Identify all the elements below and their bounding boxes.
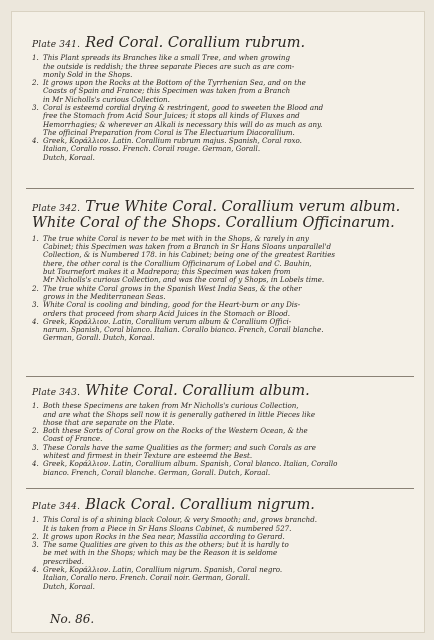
line-text: The officinal Preparation from Coral is The Electuarium Diacorallium. bbox=[43, 128, 295, 137]
line-text: This Plant spreads its Branches like a small Tree, and when growing bbox=[43, 54, 290, 63]
line-text: prescribed. bbox=[43, 557, 84, 566]
line-text: Dutch, Koraal. bbox=[43, 582, 95, 591]
text-line bbox=[32, 427, 408, 435]
plate-title: Black Coral. Corallium nigrum. bbox=[85, 497, 315, 513]
paragraph-number: 3. bbox=[32, 104, 39, 112]
paragraph-number: 1. bbox=[32, 54, 39, 63]
book-page bbox=[12, 12, 424, 632]
plate-title: True White Coral. Corallium verum album. bbox=[85, 199, 401, 215]
paragraph-number: 2. bbox=[32, 284, 39, 293]
plate-text bbox=[32, 54, 408, 162]
text-line bbox=[32, 583, 408, 591]
text-line bbox=[32, 310, 408, 318]
section-divider bbox=[26, 376, 414, 377]
line-text: those that are separate on the Plate. bbox=[43, 418, 175, 427]
line-text: narum. Spanish, Coral blanco. Italian. Corallo bianco. French, Corail blanche. bbox=[43, 326, 324, 335]
text-line bbox=[32, 104, 408, 112]
text-line bbox=[32, 558, 408, 566]
text-line bbox=[32, 63, 408, 71]
line-text: Coast of France. bbox=[43, 435, 103, 444]
text-line bbox=[32, 326, 408, 334]
plate-343-heading bbox=[32, 382, 408, 399]
section-divider bbox=[26, 488, 414, 489]
line-text: be met with in the Shops; which may be the Reason it is seldome bbox=[43, 549, 278, 558]
line-text: Greek, Κοράλλιον. Latin, Corallium nigrum. Spanish, Coral negro. bbox=[43, 566, 283, 574]
text-line bbox=[32, 318, 408, 326]
line-text: Cabinet; this Specimen was taken from a Branch in Sr Hans Sloans unparallel'd bbox=[43, 243, 332, 252]
line-text: orders that proceed from sharp Acid Juices in the Stomach or Blood. bbox=[43, 309, 291, 318]
text-line bbox=[32, 285, 408, 293]
text-line bbox=[32, 71, 408, 79]
text-line bbox=[32, 444, 408, 452]
text-line bbox=[32, 334, 408, 342]
paragraph-number: 3. bbox=[32, 443, 39, 452]
line-text: The same Qualities are given to this as the others; but it is hardly to bbox=[43, 541, 289, 550]
plate-title: White Coral. Corallium album. bbox=[85, 383, 310, 399]
text-line bbox=[32, 129, 408, 137]
text-line bbox=[32, 566, 408, 574]
paragraph-number: 1. bbox=[32, 516, 39, 525]
text-line bbox=[32, 541, 408, 549]
line-text: Dutch, Koraal. bbox=[43, 153, 95, 162]
text-line bbox=[32, 137, 408, 145]
line-text: but Tournefort makes it a Madrepora; this Specimen was taken from bbox=[43, 268, 291, 277]
line-text: It grows upon the Rocks at the Bottom of the Tyrrhenian Sea, and on the bbox=[43, 79, 306, 88]
text-line bbox=[32, 251, 408, 259]
plate-text bbox=[32, 516, 408, 591]
line-text: in Mr Nicholls's curious Collection. bbox=[43, 95, 170, 104]
paragraph-number: 1. bbox=[32, 234, 39, 243]
plate-341-heading bbox=[32, 34, 408, 51]
text-line bbox=[32, 293, 408, 301]
text-line bbox=[32, 96, 408, 104]
text-line bbox=[32, 268, 408, 276]
line-text: bianco. French, Corail blanche. German, Gorall. Dutch, Koraal. bbox=[43, 468, 271, 477]
paragraph-number: 2. bbox=[32, 79, 39, 88]
plate-text bbox=[32, 235, 408, 343]
line-text: Both these Sorts of Coral grow on the Rocks of the Western Ocean, & the bbox=[43, 427, 308, 436]
plate-344-heading bbox=[32, 496, 408, 513]
text-line bbox=[32, 411, 408, 419]
line-text: Both these Specimens are taken from Mr Nicholls's curious Collection, bbox=[43, 402, 299, 411]
line-text: It is taken from a Piece in Sr Hans Sloans Cabinet, & numbered 527. bbox=[43, 524, 292, 533]
plate-343-section bbox=[32, 382, 408, 477]
line-text: Italian, Corallo nero. French. Corail noir. German, Gorall. bbox=[43, 574, 251, 583]
text-line bbox=[32, 419, 408, 427]
plate-number: Plate 343. bbox=[32, 388, 81, 398]
line-text: Greek, Κοράλλιον. Latin, Corallium album. Spanish, Coral blanco. Italian, Corallo bbox=[43, 460, 338, 469]
line-text: whitest and firmest in their Texture are esteemd the Best. bbox=[43, 452, 253, 460]
text-line bbox=[32, 79, 408, 87]
text-line bbox=[32, 469, 408, 477]
plate-title: Red Coral. Corallium rubrum. bbox=[85, 35, 306, 51]
line-text: grows in the Mediterranean Seas. bbox=[43, 292, 166, 301]
text-line bbox=[32, 549, 408, 557]
text-line bbox=[32, 243, 408, 251]
plate-342-heading bbox=[32, 198, 408, 215]
paragraph-number: 4. bbox=[32, 566, 39, 574]
line-text: White Coral is cooling and binding, good for the Heart-burn or any Dis- bbox=[43, 301, 301, 310]
plate-341-section bbox=[32, 34, 408, 162]
text-line bbox=[32, 112, 408, 120]
text-line bbox=[32, 154, 408, 162]
text-line bbox=[32, 574, 408, 582]
text-line bbox=[32, 533, 408, 541]
line-text: Italian, Corallo rosso. French. Corail rouge. German, Gorall. bbox=[43, 145, 261, 154]
line-text: Greek, Κοράλλιον. Latin. Corallium rubrum majus. Spanish, Coral roxo. bbox=[43, 137, 302, 146]
paragraph-number: 2. bbox=[32, 532, 39, 541]
line-text: Coasts of Spain and France; this Specimen was taken from a Branch bbox=[43, 87, 291, 96]
paragraph-number: 1. bbox=[32, 402, 39, 411]
paragraph-number: 4. bbox=[32, 137, 39, 146]
text-line bbox=[32, 87, 408, 95]
paragraph-number: 4. bbox=[32, 317, 39, 326]
line-text: Collection, & is Numbered 178. in his Cabinet; being one of the greatest Rarities bbox=[43, 251, 336, 260]
text-line bbox=[32, 54, 408, 62]
plate-number: Plate 341. bbox=[32, 40, 81, 50]
line-text: The true white Coral is never to be met with in the Shops, & rarely in any bbox=[43, 234, 309, 243]
plate-number: Plate 344. bbox=[32, 502, 81, 512]
paragraph-number: 2. bbox=[32, 427, 39, 436]
page-number: No. 86. bbox=[50, 612, 95, 626]
text-line bbox=[32, 260, 408, 268]
line-text: Hemorrhagies; & wherever an Alkali is necessary this will do as much as any. bbox=[43, 120, 323, 129]
text-line bbox=[32, 452, 408, 460]
line-text: It grows upon Rocks in the Sea near, Massilia according to Gerard. bbox=[43, 532, 285, 541]
text-line bbox=[32, 435, 408, 443]
paragraph-number: 4. bbox=[32, 460, 39, 469]
text-line bbox=[32, 402, 408, 410]
plate-text bbox=[32, 402, 408, 477]
text-line bbox=[32, 516, 408, 524]
text-line bbox=[32, 460, 408, 468]
line-text: These Corals have the same Qualities as the former; and such Corals as are bbox=[43, 443, 316, 452]
line-text: free the Stomach from Acid Sour Juices; it stops all kinds of Fluxes and bbox=[43, 112, 300, 121]
line-text: The true white Coral grows in the Spanish West India Seas, & the other bbox=[43, 284, 302, 293]
text-line bbox=[32, 145, 408, 153]
text-line bbox=[32, 121, 408, 129]
line-text: monly Sold in the Shops. bbox=[43, 70, 133, 79]
text-line bbox=[32, 276, 408, 284]
plate-title-line2: White Coral of the Shops. Corallium Officinarum. bbox=[32, 215, 395, 232]
section-divider bbox=[26, 188, 414, 189]
text-line bbox=[32, 235, 408, 243]
line-text: the outside is reddish; the three separate Pieces are such as are com- bbox=[43, 62, 295, 71]
paragraph-number: 3. bbox=[32, 541, 39, 550]
line-text: and are what the Shops sell now it is generally gathered in little Pieces like bbox=[43, 410, 316, 419]
text-line bbox=[32, 301, 408, 309]
plate-number: Plate 342. bbox=[32, 204, 81, 214]
paragraph-number: 3. bbox=[32, 301, 39, 310]
line-text: German, Gorall. Dutch, Koraal. bbox=[43, 334, 155, 343]
plate-344-section bbox=[32, 496, 408, 591]
line-text: Coral is esteemd cordial drying & restringent, good to sweeten the Blood and bbox=[43, 104, 324, 112]
line-text: Greek, Κοράλλιον. Latin, Corallium verum album & Corallium Offici- bbox=[43, 317, 292, 326]
line-text: This Coral is of a shining black Colour, & very Smooth; and, grows branchd. bbox=[43, 516, 317, 525]
line-text: Mr Nicholls's curious Collection, and was the coral of y Shops, in Lobels time. bbox=[43, 276, 325, 285]
plate-342-section bbox=[32, 198, 408, 343]
text-line bbox=[32, 525, 408, 533]
line-text: there, the other coral is the Corallium Officinarum of Lobel and C. Bauhin, bbox=[43, 259, 312, 268]
